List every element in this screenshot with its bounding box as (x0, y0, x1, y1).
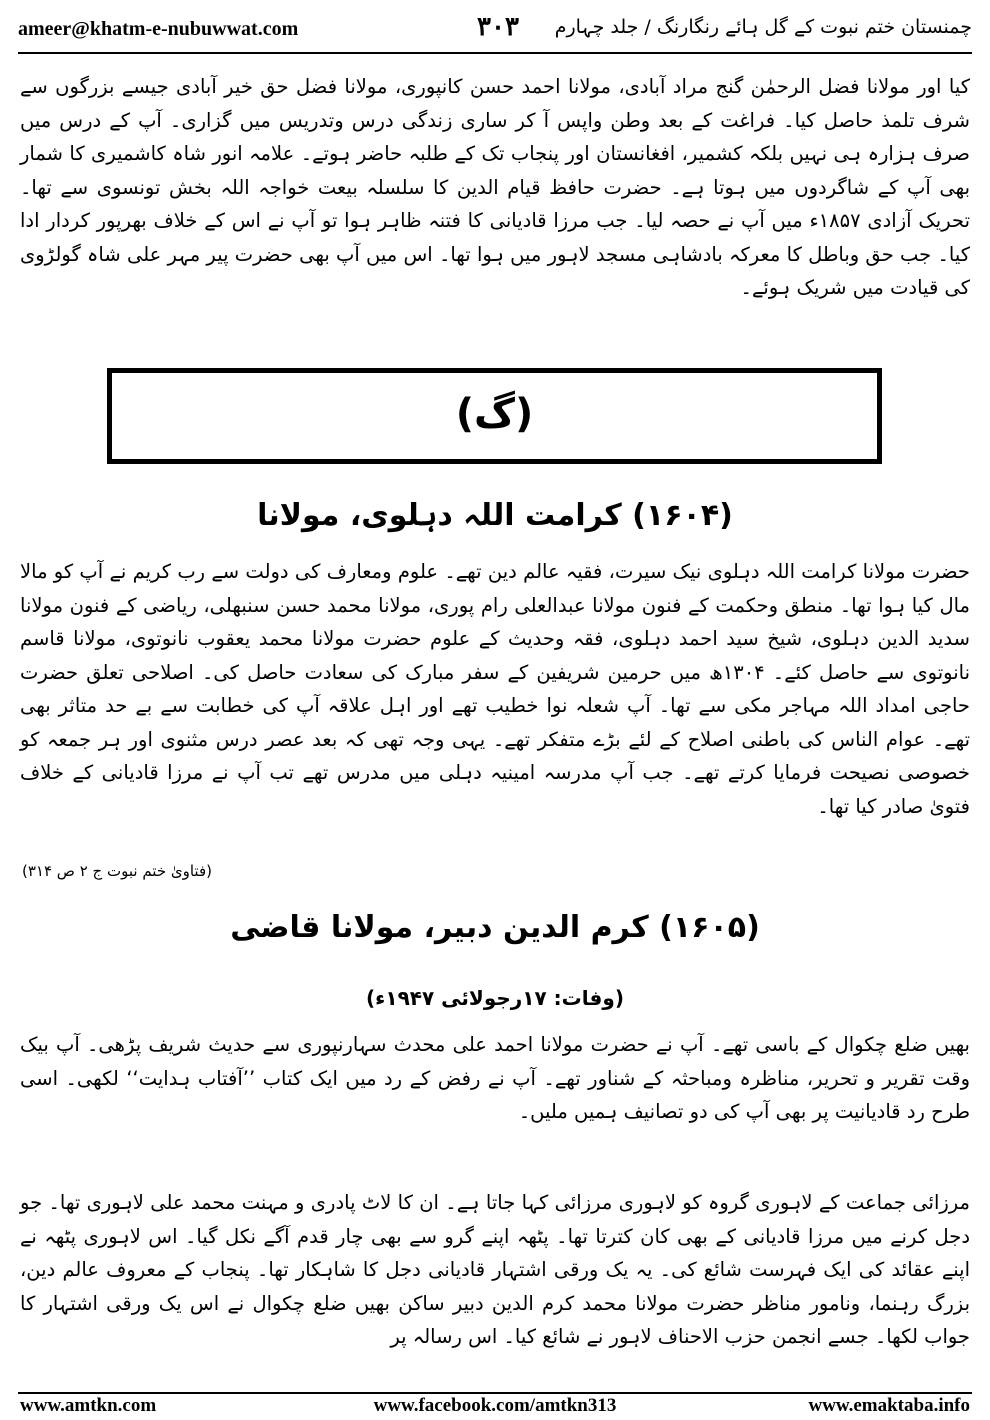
book-title: چمنستان ختم نبوت کے گل ہائے رنگارنگ / جلد چہارم (554, 16, 972, 38)
entry-1604-body: حضرت مولانا کرامت اللہ دہلوی نیک سیرت، فقیہ عالم دین تھے۔ علوم ومعارف کی دولت سے رب کریم نے آپ کو مالا مال کیا ہوا تھا۔ منطق وحکمت کے فنون مولانا عبدالعلی رام پوری، مولانا محمد حسن سنبھلی، ریاضی کے فنون مولانا سدید الدین دہلوی، شیخ سید احمد دہلوی، فقہ وحدیث کے علوم حضرت مولانا محمد یعقوب نانوتوی، مولانا قاسم نانوتوی سے حاصل کئے۔ ۱۳۰۴ھ میں حرمین شریفین کے سفر مبارک کی سعادت حاصل کی۔ اصلاحی تعلق حضرت حاجی امداد اللہ مہاجر مکی سے تھا۔ آپ شعلہ نوا خطیب تھے اور اہل علاقہ آپ کی خطابت سے بے حد متاثر بھی تھے۔ عوام الناس کی باطنی اصلاح کے لئے بڑے متفکر تھے۔ یہی وجہ تھی کہ بعد عصر درس مثنوی اور ہر جمعہ کو خصوصی نصیحت فرمایا کرتے تھے۔ جب آپ مدرسہ امینیہ دہلی میں مدرس تھے تب آپ نے مرزا قادیانی کے خلاف فتویٰ صادر کیا تھا۔ (20, 560, 970, 818)
footer-link-facebook[interactable]: www.facebook.com/amtkn313 (373, 1395, 617, 1416)
page-number: ۳۰۳ (477, 12, 519, 42)
section-letter-box (107, 368, 882, 464)
footer-link-amtkn[interactable]: www.amtkn.com (20, 1395, 157, 1416)
entry-1605-heading: (۱۶۰۵) کرم الدین دبیر، مولانا قاضی (230, 910, 760, 945)
footer-link-emaktaba[interactable]: www.emaktaba.info (808, 1395, 970, 1416)
entry-1605-body-2: مرزائی جماعت کے لاہوری گروہ کو لاہوری مرزائی کہا جاتا ہے۔ ان کا لاٹ پادری و مہنت محمد علی لاہوری تھا۔ جو دجل کرنے میں مرزا قادیانی کے بھی کان کترتا تھا۔ پٹھہ اپنے گرو سے بھی چار قدم آگے نکل گیا۔ اس لاہوری پٹھہ نے اپنے عقائد کی ایک فہرست شائع کی۔ یہ یک ورقی اشتہار قادیانی دجل کا شاہکار تھا۔ پنجاب کے معروف عالم دین، بزرگ رہنما، ونامور مناظر حضرت مولانا محمد کرم الدین دبیر ساکن بھیں ضلع چکوال نے اس یک ورقی اشتہار کا جواب لکھا۔ جسے انجمن حزب الاحناف لاہور نے شائع کیا۔ اس رسالہ پر (20, 1191, 970, 1348)
entry-1604-heading: (۱۶۰۴) کرامت اللہ دہلوی، مولانا (257, 498, 733, 533)
entry-1604-reference: (فتاویٰ ختم نبوت ج ۲ ص ۳۱۴) (22, 862, 212, 880)
section-letter: (گ) (455, 391, 534, 437)
header-email: ameer@khatm-e-nubuwwat.com (18, 18, 299, 40)
intro-paragraph: کیا اور مولانا فضل الرحمٰن گنج مراد آبادی، مولانا احمد حسن کانپوری، مولانا فضل حق خیر آبادی جیسے بزرگوں سے شرف تلمذ حاصل کیا۔ فراغت کے بعد وطن واپس آ کر ساری زندگی درس وتدریس میں گزاری۔ آپ کے درس میں صرف ہزارہ ہی نہیں بلکہ کشمیر، افغانستان اور پنجاب تک کے طلبہ حاضر ہوتے۔ علامہ انور شاہ کاشمیری کا شمار بھی آپ کے شاگردوں میں ہوتا ہے۔ حضرت حافظ قیام الدین کا سلسلہ بیعت خواجہ اللہ بخش تونسوی سے تھا۔ تحریک آزادی ۱۸۵۷ء میں آپ نے حصہ لیا۔ جب مرزا قادیانی کا فتنہ ظاہر ہوا تو آپ نے اس کے خلاف بھرپور کردار ادا کیا۔ جب حق وباطل کا معرکہ بادشاہی مسجد لاہور میں ہوا تھا۔ اس میں آپ بھی حضرت پیر مہر علی شاہ گولڑوی کی قیادت میں شریک ہوئے۔ (20, 75, 970, 299)
entry-1605-body-1: بھیں ضلع چکوال کے باسی تھے۔ آپ نے حضرت مولانا احمد علی محدث سہارنپوری سے حدیث شریف پڑھی۔ آپ بیک وقت تقریر و تحریر، مناظرہ ومباحثہ کے شناور تھے۔ آپ نے رفض کے رد میں ایک کتاب ’’آفتاب ہدایت‘‘ لکھی۔ اسی طرح رد قادیانیت پر بھی آپ کی دو تصانیف ہمیں ملیں۔ (20, 1033, 970, 1123)
header-rule (18, 52, 972, 54)
entry-1605-death-date: (وفات: ۱۷رجولائی ۱۹۴۷ء) (366, 986, 624, 1010)
page-header (18, 12, 972, 50)
footer-rule (18, 1392, 972, 1394)
